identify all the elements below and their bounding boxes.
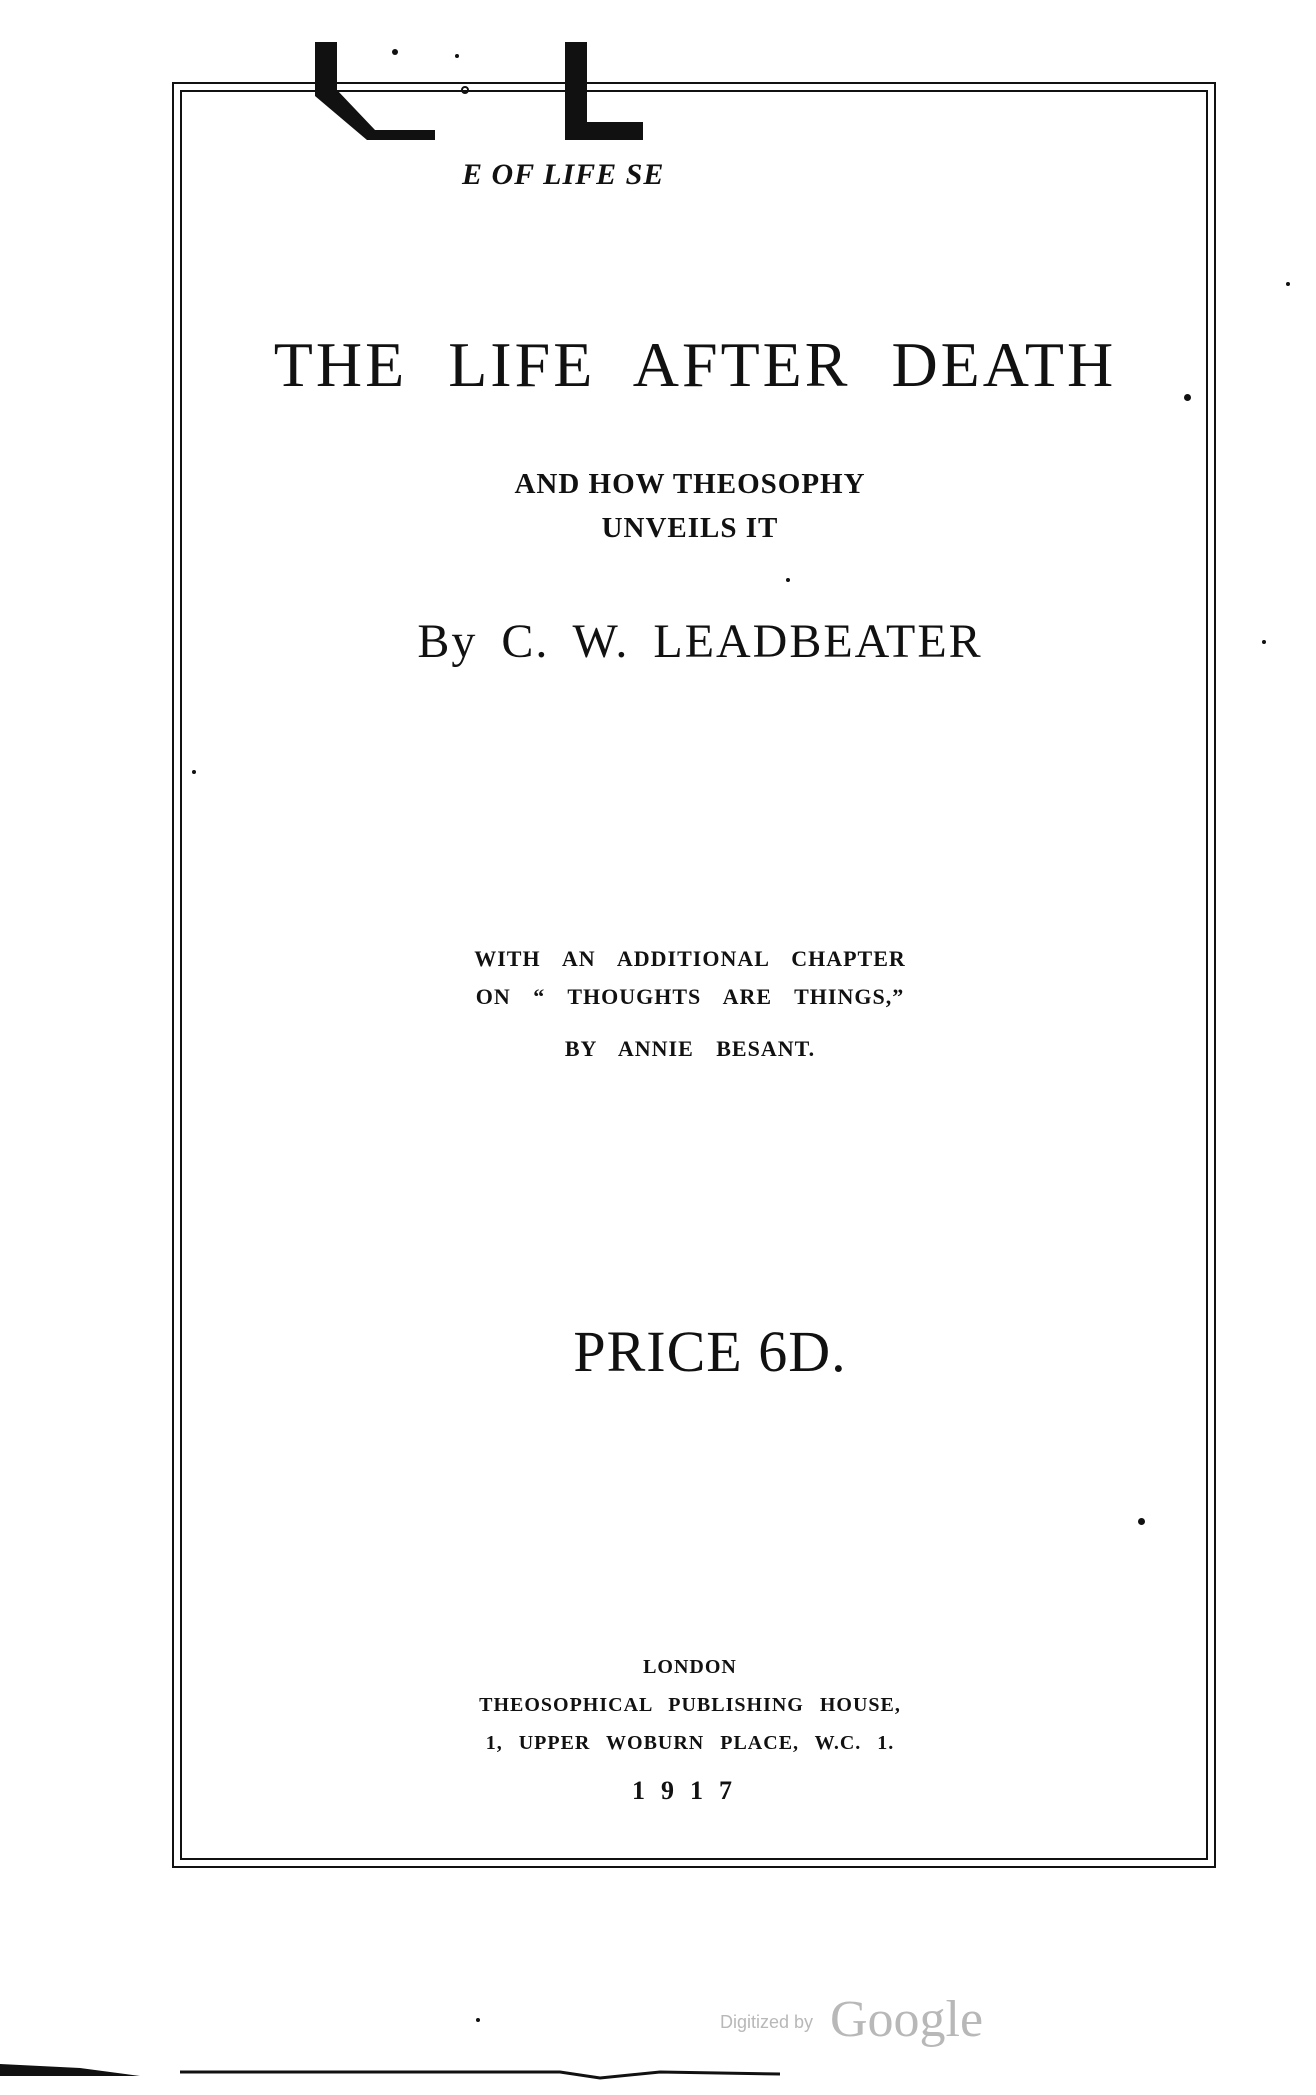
publisher-name: THEOSOPHICAL PUBLISHING HOUSE, [479,1694,901,1716]
additional-chapter-line-3: BY ANNIE BESANT. [564,1036,816,1061]
scan-edge-smudge [0,2060,780,2082]
additional-chapter-line-2: ON “ THOUGHTS ARE THINGS,” [475,984,905,1009]
author-line: By C. W. LEADBEATER [417,615,983,668]
scan-speck [786,578,790,582]
google-watermark: Google [830,1991,984,2048]
book-title: THE LIFE AFTER DEATH [273,329,1117,400]
subtitle-line-2: UNVEILS IT [601,512,779,544]
price-label: PRICE 6D. [573,1319,847,1384]
scan-speck [1138,1518,1145,1525]
series-logo [305,42,645,140]
scan-speck [476,2018,480,2022]
additional-chapter-line-1: WITH AN ADDITIONAL CHAPTER [474,946,906,971]
publisher-city: LONDON [643,1656,737,1678]
digitized-by-label: Digitized by [720,2012,814,2032]
series-name: E OF LIFE SE [462,158,665,191]
publication-year: 1917 [632,1776,748,1805]
publisher-address: 1, UPPER WOBURN PLACE, W.C. 1. [485,1732,895,1754]
scan-speck [1184,394,1191,401]
scan-speck [1262,640,1266,644]
scan-speck [192,770,196,774]
scan-speck [1286,282,1290,286]
subtitle-line-1: AND HOW THEOSOPHY [514,468,866,500]
